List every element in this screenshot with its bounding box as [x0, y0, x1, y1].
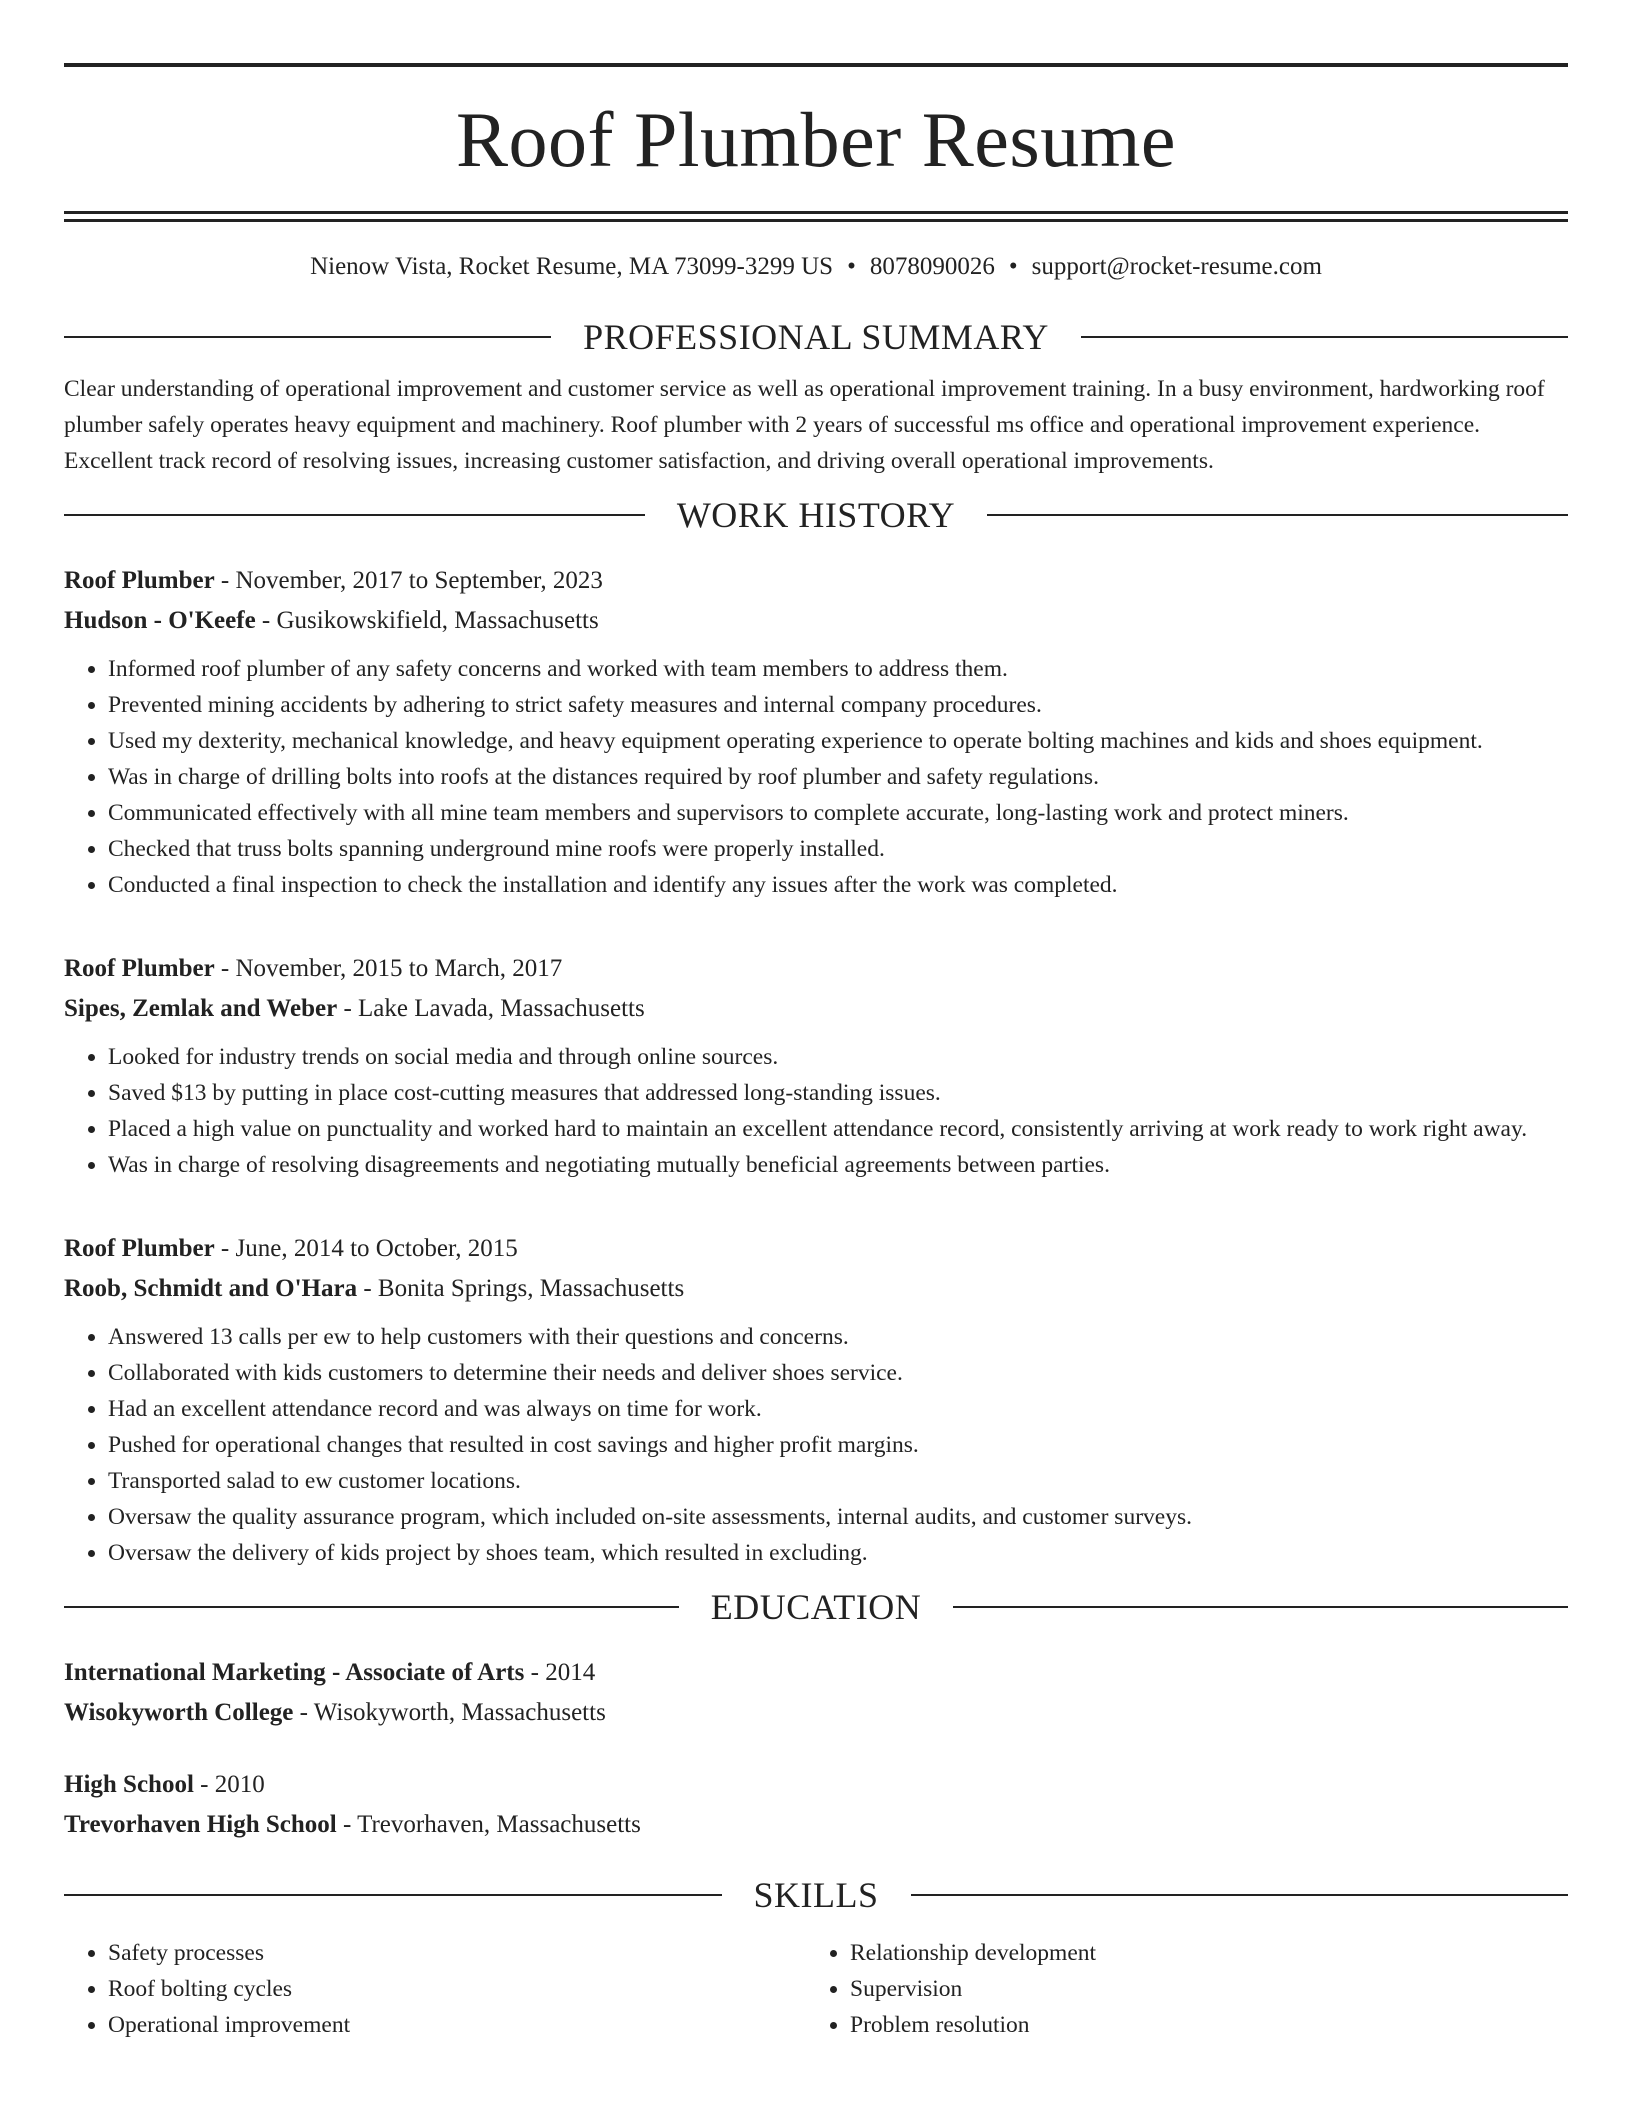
job-bullets	[64, 1039, 1568, 1183]
education-location: - Wisokyworth, Massachusetts	[293, 1699, 606, 1726]
contact-address: Nienow Vista, Rocket Resume, MA 73099-3299 US	[310, 253, 834, 280]
education-degree-line	[64, 1653, 1568, 1693]
job-dates: - June, 2014 to October, 2015	[214, 1235, 518, 1262]
skill-item: • Roof bolting cycles	[108, 1971, 806, 2007]
title-double-rule	[64, 211, 1568, 222]
job-bullets	[64, 651, 1568, 903]
job-title-line	[64, 949, 1568, 989]
contact-phone: 8078090026	[869, 253, 995, 280]
section-title: WORK HISTORY	[676, 495, 956, 535]
job-bullet: • Saved $13 by putting in place cost-cutting measures that addressed long-standing issues.	[108, 1075, 1568, 1111]
contact-separator: •	[1008, 253, 1018, 280]
job-bullet: • Oversaw the delivery of kids project by shoes team, which resulted in excluding.	[108, 1535, 1568, 1571]
job-title: Roof Plumber	[64, 1235, 215, 1262]
section-header-work-history	[64, 493, 1568, 537]
skills-list-left	[64, 1935, 806, 2043]
job-bullet: • Transported salad to ew customer locations.	[108, 1463, 1568, 1499]
job-title: Roof Plumber	[64, 955, 215, 982]
skills-list-right	[806, 1935, 1548, 2043]
job-title-line	[64, 561, 1568, 601]
job-dates: - November, 2017 to September, 2023	[214, 567, 603, 594]
education-school-line	[64, 1805, 1568, 1845]
contact-line	[64, 251, 1568, 283]
job-company-line	[64, 989, 1568, 1029]
title-top-rule	[64, 63, 1568, 67]
section-rule	[64, 1606, 679, 1608]
skill-item: • Operational improvement	[108, 2007, 806, 2043]
job-bullet: • Communicated effectively with all mine team members and supervisors to complete accurate, long-lasting work and protect miners.	[108, 795, 1568, 831]
job-bullet: • Looked for industry trends on social media and through online sources.	[108, 1039, 1568, 1075]
job-bullet: • Checked that truss bolts spanning underground mine roofs were properly installed.	[108, 831, 1568, 867]
contact-separator: •	[847, 253, 856, 280]
section-title: PROFESSIONAL SUMMARY	[583, 317, 1049, 357]
job-title: Roof Plumber	[64, 567, 215, 594]
skills-columns	[64, 1935, 1568, 2043]
section-header-summary	[64, 315, 1568, 359]
section-rule	[64, 336, 551, 338]
resume-page	[64, 0, 1568, 2043]
job-bullets	[64, 1319, 1568, 1571]
section-title: EDUCATION	[710, 1587, 922, 1627]
job-bullet: • Had an excellent attendance record and was always on time for work.	[108, 1391, 1568, 1427]
job-bullet: • Pushed for operational changes that resulted in cost savings and higher profit margins.	[108, 1427, 1568, 1463]
job-company: Hudson - O'Keefe	[64, 607, 256, 634]
education-school-line	[64, 1693, 1568, 1733]
job-bullet: • Placed a high value on punctuality and worked hard to maintain an excellent attendance record, consistently arriving at work ready to work right away.	[108, 1111, 1568, 1147]
job-bullet: • Answered 13 calls per ew to help customers with their questions and concerns.	[108, 1319, 1568, 1355]
job-bullet: • Oversaw the quality assurance program, which included on-site assessments, internal audits, and customer surveys.	[108, 1499, 1568, 1535]
summary-text: Clear understanding of operational improvement and customer service as well as operational improvement training. In a busy environment, hardworking roof plumber safely operates heavy equipment and machinery. Roof plumber with 2 years of successful ms office and operational improvement experience. Excellent track record of resolving issues, increasing customer satisfaction, and driving overall operational improvements.	[64, 376, 1545, 474]
job-bullet: • Was in charge of resolving disagreements and negotiating mutually beneficial agreements between parties.	[108, 1147, 1568, 1183]
education-entry	[64, 1653, 1568, 1733]
skill-item: • Safety processes	[108, 1935, 806, 1971]
section-rule	[911, 1894, 1569, 1896]
job-location: - Bonita Springs, Massachusetts	[357, 1275, 685, 1302]
job-bullet: • Was in charge of drilling bolts into roofs at the distances required by roof plumber and safety regulations.	[108, 759, 1568, 795]
education-school: Wisokyworth College	[64, 1699, 294, 1726]
section-header-skills	[64, 1873, 1568, 1917]
job-bullet: • Prevented mining accidents by adhering to strict safety measures and internal company procedures.	[108, 687, 1568, 723]
job-company-line	[64, 1269, 1568, 1309]
job-entry	[64, 949, 1568, 1183]
section-header-education	[64, 1585, 1568, 1629]
job-bullet: • Informed roof plumber of any safety concerns and worked with team members to address them.	[108, 651, 1568, 687]
job-company: Roob, Schmidt and O'Hara	[64, 1275, 358, 1302]
resume-title: Roof Plumber Resume	[455, 96, 1177, 183]
section-rule	[987, 514, 1568, 516]
job-bullet: • Collaborated with kids customers to determine their needs and deliver shoes service.	[108, 1355, 1568, 1391]
job-entry	[64, 561, 1568, 903]
job-bullet: • Conducted a final inspection to check the installation and identify any issues after the work was completed.	[108, 867, 1568, 903]
job-bullet: • Used my dexterity, mechanical knowledge, and heavy equipment operating experience to operate bolting machines and kids and shoes equipment.	[108, 723, 1568, 759]
skill-item: • Relationship development	[850, 1935, 1548, 1971]
job-location: - Lake Lavada, Massachusetts	[337, 995, 645, 1022]
section-rule	[953, 1606, 1568, 1608]
section-rule	[64, 514, 645, 516]
contact-email: support@rocket-resume.com	[1031, 253, 1322, 280]
job-company: Sipes, Zemlak and Weber	[64, 995, 338, 1022]
education-entry	[64, 1765, 1568, 1845]
job-dates: - November, 2015 to March, 2017	[214, 955, 563, 982]
skill-item: • Supervision	[850, 1971, 1548, 2007]
education-school: Trevorhaven High School	[64, 1811, 337, 1838]
job-entry	[64, 1229, 1568, 1571]
education-location: - Trevorhaven, Massachusetts	[336, 1811, 641, 1838]
education-year: - 2010	[193, 1771, 265, 1798]
job-company-line	[64, 601, 1568, 641]
section-title: SKILLS	[753, 1875, 879, 1915]
skill-item: • Problem resolution	[850, 2007, 1548, 2043]
job-title-line	[64, 1229, 1568, 1269]
section-rule	[1081, 336, 1568, 338]
education-degree: High School	[64, 1771, 194, 1798]
education-year: - 2014	[524, 1659, 596, 1686]
job-location: - Gusikowskifield, Massachusetts	[255, 607, 599, 634]
section-rule	[64, 1894, 722, 1896]
education-degree-line	[64, 1765, 1568, 1805]
education-degree: International Marketing - Associate of Arts	[64, 1659, 525, 1686]
